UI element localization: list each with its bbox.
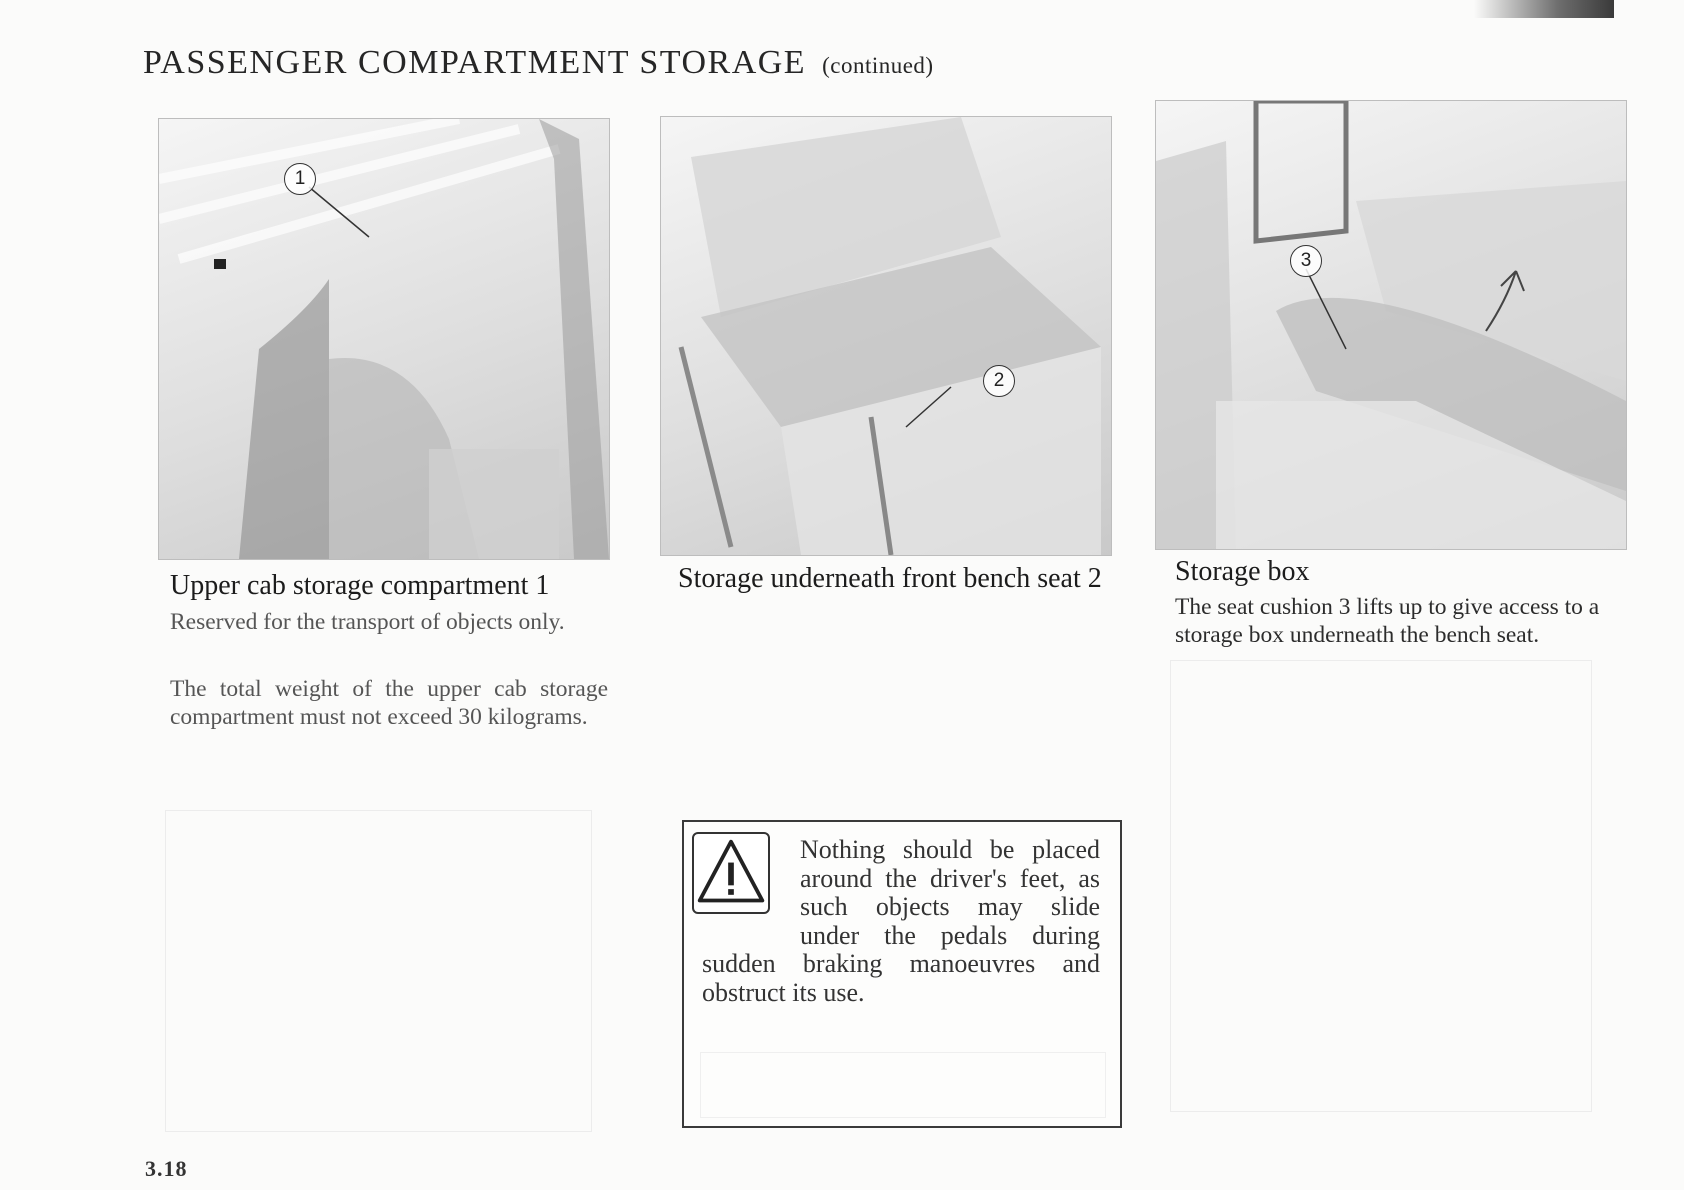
warning-inner-bleed-through: [700, 1052, 1106, 1118]
bleed-through-box-left: [165, 810, 592, 1132]
warning-text: Nothing should be placed around the driver's feet, as such objects may slide under the pedals during sudden braking manoeuvres and obstruct its use.: [702, 835, 1100, 1007]
upper-cab-storage-photo: [158, 118, 610, 560]
front-bench-storage-title: Storage underneath front bench seat 2: [678, 563, 1102, 594]
upper-cab-illustration: [159, 119, 609, 559]
upper-cab-storage-title: Upper cab storage compartment 1: [170, 570, 550, 601]
page-title-text: PASSENGER COMPARTMENT STORAGE: [143, 44, 807, 81]
front-bench-storage-photo: [660, 116, 1112, 556]
front-bench-illustration: [661, 117, 1111, 555]
storage-box-photo: [1155, 100, 1627, 550]
page-corner-shadow: [1474, 0, 1614, 18]
bleed-through-box-right: [1170, 660, 1592, 1112]
storage-box-title: Storage box: [1175, 556, 1310, 587]
upper-cab-storage-text-2: The total weight of the upper cab storage compartment must not exceed 30 kilograms.: [170, 676, 608, 730]
callout-2: 2: [983, 365, 1015, 397]
page-title-suffix: (continued): [822, 53, 934, 78]
warning-box: [682, 820, 1122, 1128]
storage-box-illustration: [1156, 101, 1626, 549]
page-title: [143, 44, 934, 82]
storage-box-text: The seat cushion 3 lifts up to give access to a storage box underneath the bench seat.: [1175, 594, 1600, 648]
page-number: 3.18: [145, 1156, 188, 1181]
callout-3: 3: [1290, 245, 1322, 277]
callout-1: 1: [284, 163, 316, 195]
upper-cab-storage-text-1: Reserved for the transport of objects only.: [170, 609, 565, 635]
